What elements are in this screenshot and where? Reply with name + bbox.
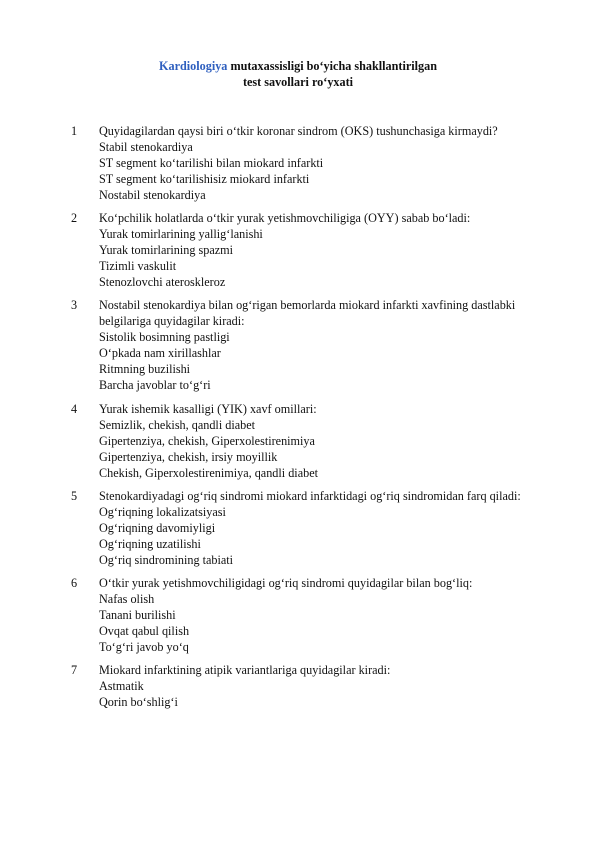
question-text: Stenokardiyadagi og‘riq sindromi miokard infarktidagi og‘riq sindromidan farq qiladi: xyxy=(99,488,521,503)
title-accent-word: Kardiologiya xyxy=(159,59,228,73)
question-text: Miokard infarktining atipik variantlariga quyidagilar kiradi: xyxy=(99,663,391,678)
question-item xyxy=(0,575,596,655)
question-number: 6 xyxy=(71,575,78,590)
question-body xyxy=(99,297,531,393)
answer-option: ST segment ko‘tarilishi bilan miokard infarkti xyxy=(99,156,324,170)
question-number: 3 xyxy=(71,298,78,313)
answer-option: Tanani burilishi xyxy=(99,607,176,622)
answer-option: Og‘riqning uzatilishi xyxy=(99,536,201,551)
answer-option: Qorin bo‘shlig‘i xyxy=(99,695,178,710)
question-text: Yurak ishemik kasalligi (YIK) xavf omillari: xyxy=(99,401,317,416)
question-item xyxy=(0,488,596,568)
answer-option: Yurak tomirlarining spazmi xyxy=(99,243,234,258)
answer-option: Nafas olish xyxy=(99,591,155,606)
question-text: O‘tkir yurak yetishmovchiligidagi og‘riq sindromi quyidagilar bilan bog‘liq: xyxy=(99,575,473,590)
answer-option: Gipertenziya, chekish, irsiy moyillik xyxy=(99,449,278,464)
answer-option: ST segment ko‘tarilishisiz miokard infarkti xyxy=(99,172,310,186)
answer-option: Stenozlovchi ateroskleroz xyxy=(99,275,226,290)
title-line-1 xyxy=(0,58,596,74)
answer-option: Tizimli vaskulit xyxy=(99,259,177,274)
answer-option: Nostabil stenokardiya xyxy=(99,188,206,202)
question-item xyxy=(0,210,596,290)
answer-option: Semizlik, chekish, qandli diabet xyxy=(99,417,256,432)
answer-option: Og‘riqning davomiyligi xyxy=(99,520,216,535)
answer-option: Og‘riq sindromining tabiati xyxy=(99,552,234,567)
question-item xyxy=(0,123,596,203)
question-number: 4 xyxy=(71,401,78,416)
question-body xyxy=(99,123,531,203)
answer-option: To‘g‘ri javob yo‘q xyxy=(99,639,189,654)
question-body xyxy=(99,401,531,481)
question-number: 2 xyxy=(71,211,78,226)
question-body xyxy=(99,488,531,568)
answer-option: Ritmning buzilishi xyxy=(99,362,191,377)
document-title xyxy=(0,58,596,90)
question-list xyxy=(0,123,596,717)
title-line-1-rest: mutaxassisligi bo‘yicha shakllantirilgan xyxy=(227,59,437,73)
question-number: 1 xyxy=(71,124,78,138)
answer-option: Ovqat qabul qilish xyxy=(99,623,190,638)
question-item xyxy=(0,297,596,393)
answer-option: Gipertenziya, chekish, Giperxolestirenimiya xyxy=(99,433,315,448)
title-line-2: test savollari ro‘yxati xyxy=(242,75,354,89)
question-item xyxy=(0,401,596,481)
question-text: Quyidagilardan qaysi biri o‘tkir koronar sindrom (OKS) tushunchasiga kirmaydi? xyxy=(99,124,498,138)
question-text: Ko‘pchilik holatlarda o‘tkir yurak yetishmovchiligiga (OYY) sabab bo‘ladi: xyxy=(99,211,471,226)
question-number: 7 xyxy=(71,663,78,678)
question-body xyxy=(99,662,531,710)
answer-option: Stabil stenokardiya xyxy=(99,140,193,154)
answer-option: Chekish, Giperxolestirenimiya, qandli diabet xyxy=(99,465,318,480)
question-text: Nostabil stenokardiya bilan og‘rigan bemorlarda miokard infarkti xavfining dastlabki belgilariga quyidagilar kiradi: xyxy=(99,298,516,329)
question-body xyxy=(99,575,531,655)
answer-option: Yurak tomirlarining yallig‘lanishi xyxy=(99,227,263,242)
answer-option: Og‘riqning lokalizatsiyasi xyxy=(99,504,226,519)
answer-option: Barcha javoblar to‘g‘ri xyxy=(99,378,211,393)
answer-option: O‘pkada nam xirillashlar xyxy=(99,346,221,361)
answer-option: Sistolik bosimning pastligi xyxy=(99,330,230,345)
question-number: 5 xyxy=(71,488,78,503)
question-item xyxy=(0,662,596,710)
answer-option: Astmatik xyxy=(99,679,144,694)
question-body xyxy=(99,210,531,290)
